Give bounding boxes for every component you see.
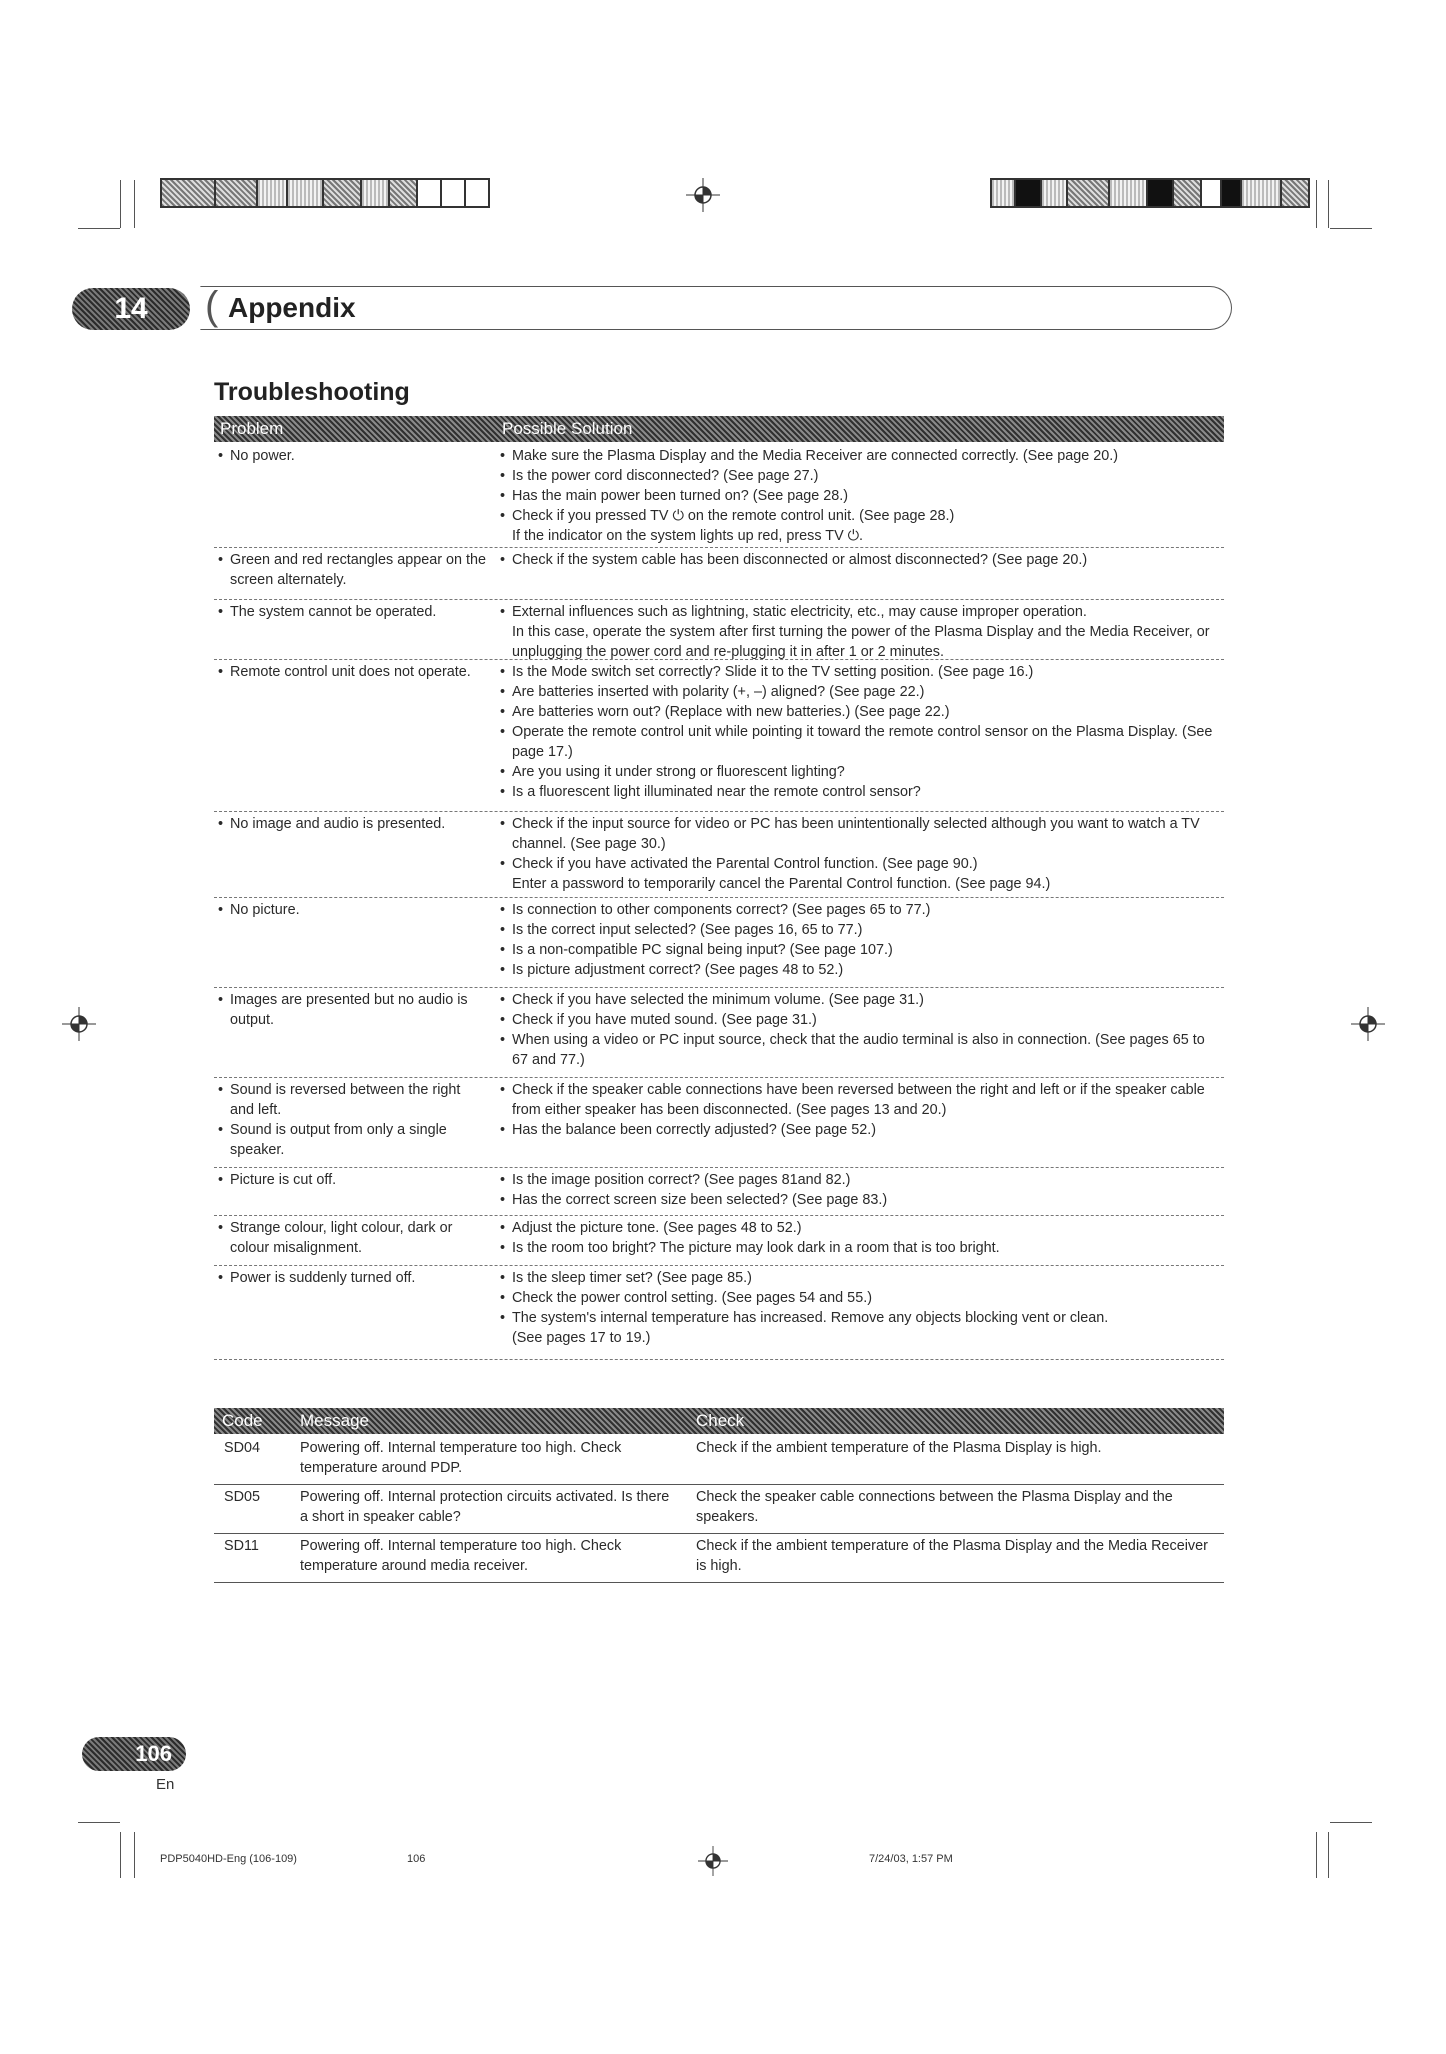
page-language: En: [156, 1776, 175, 1793]
solution-cell: [500, 662, 1220, 802]
solution-cell: [500, 900, 1220, 980]
solution-cell: [500, 1218, 1220, 1258]
solution-text: • Check if you have activated the Parental Control function. (See page 90.): [500, 854, 1220, 874]
solution-text: • Is connection to other components correct? (See pages 65 to 77.): [500, 900, 1220, 920]
solution-text: • When using a video or PC input source, check that the audio terminal is also in connection. (See pages 65 to 67 and 77.): [500, 1030, 1220, 1070]
solution-text: • Operate the remote control unit while pointing it toward the remote control sensor on the Plasma Display. (See page 17.): [500, 722, 1220, 762]
table-row: [214, 547, 1224, 600]
table-row: [214, 1265, 1224, 1360]
solution-text: • Check if you have selected the minimum volume. (See page 31.): [500, 990, 1220, 1010]
solution-text: • Check if the system cable has been disconnected or almost disconnected? (See page 20.): [500, 550, 1220, 570]
registration-mark-icon: [1351, 1007, 1385, 1041]
solution-text: • Is a non-compatible PC signal being input? (See page 107.): [500, 940, 1220, 960]
problem-text: • Picture is cut off.: [218, 1170, 486, 1190]
problem-cell: [218, 1268, 486, 1288]
chapter-title: Appendix: [228, 292, 356, 323]
problem-column-header: Problem: [220, 419, 284, 438]
problem-text: • Green and red rectangles appear on the screen alternately.: [218, 550, 486, 590]
check-cell: Check if the ambient temperature of the Plasma Display and the Media Receiver is high.: [696, 1538, 1208, 1574]
problem-cell: [218, 550, 486, 590]
solution-text: • Has the correct screen size been selected? (See page 83.): [500, 1190, 1220, 1210]
section-title: Troubleshooting: [214, 378, 410, 406]
problem-text: • Sound is output from only a single speaker.: [218, 1120, 486, 1160]
problem-text: • Strange colour, light colour, dark or colour misalignment.: [218, 1218, 486, 1258]
message-cell: Powering off. Internal protection circuits activated. Is there a short in speaker cable?: [300, 1489, 670, 1525]
registration-mark-icon: [698, 1846, 728, 1876]
solution-text: • The system's internal temperature has increased. Remove any objects blocking vent or clean.: [500, 1308, 1220, 1328]
solution-text: • External influences such as lightning, static electricity, etc., may cause improper operation.: [500, 602, 1220, 622]
code-column-header: Code: [222, 1411, 263, 1430]
solution-text: • Is the image position correct? (See pages 81and 82.): [500, 1170, 1220, 1190]
solution-text: • Are batteries worn out? (Replace with new batteries.) (See page 22.): [500, 702, 1220, 722]
table-row: [214, 659, 1224, 812]
color-bar-left: [160, 178, 490, 208]
solution-text: • Check the power control setting. (See pages 54 and 55.): [500, 1288, 1220, 1308]
table-row: [214, 897, 1224, 988]
solution-text: • Check if you have muted sound. (See page 31.): [500, 1010, 1220, 1030]
message-cell: Powering off. Internal temperature too high. Check temperature around PDP.: [300, 1440, 622, 1476]
solution-text: • Are you using it under strong or fluorescent lighting?: [500, 762, 1220, 782]
problem-cell: [218, 900, 486, 920]
solution-continuation: (See pages 17 to 19.): [512, 1330, 651, 1346]
problem-cell: [218, 1080, 486, 1160]
solution-text: • Check if the input source for video or PC has been unintentionally selected although you want to watch a TV channel. (See page 30.): [500, 814, 1220, 854]
solution-continuation: Enter a password to temporarily cancel the Parental Control function. (See page 94.): [512, 876, 1051, 892]
check-cell: Check the speaker cable connections between the Plasma Display and the speakers.: [696, 1489, 1173, 1525]
problem-text: • No image and audio is presented.: [218, 814, 486, 834]
solution-cell: [500, 1170, 1220, 1210]
problem-cell: [218, 446, 486, 466]
solution-cell: [500, 1080, 1220, 1140]
solution-text: • Is the Mode switch set correctly? Slide it to the TV setting position. (See page 16.): [500, 662, 1220, 682]
problem-text: • No picture.: [218, 900, 486, 920]
problem-text: • Remote control unit does not operate.: [218, 662, 486, 682]
problem-cell: [218, 814, 486, 834]
table-row: [214, 1435, 1224, 1485]
check-column-header: Check: [696, 1411, 745, 1430]
code-cell: SD04: [224, 1440, 260, 1456]
solution-text: • Check if you pressed TV ⏻ on the remote control unit. (See page 28.): [500, 506, 1220, 526]
chapter-number-badge: 14: [72, 288, 190, 330]
problem-cell: [218, 990, 486, 1030]
table-row: [214, 1077, 1224, 1168]
table-row: [214, 987, 1224, 1078]
solution-cell: [500, 602, 1220, 662]
table-row: [214, 1167, 1224, 1216]
footer-page-number: 106: [407, 1853, 426, 1865]
registration-mark-icon: [62, 1007, 96, 1041]
check-cell: Check if the ambient temperature of the Plasma Display is high.: [696, 1440, 1102, 1456]
table-row: [214, 1215, 1224, 1266]
solution-text: • Is the room too bright? The picture may look dark in a room that is too bright.: [500, 1238, 1220, 1258]
solution-text: • Is the sleep timer set? (See page 85.): [500, 1268, 1220, 1288]
table-row: [214, 1533, 1224, 1583]
solution-cell: [500, 990, 1220, 1070]
solution-text: • Is picture adjustment correct? (See pages 48 to 52.): [500, 960, 1220, 980]
table-row: [214, 599, 1224, 660]
solution-text: • Has the balance been correctly adjusted? (See page 52.): [500, 1120, 1220, 1140]
solution-cell: [500, 446, 1220, 546]
code-cell: SD11: [224, 1538, 259, 1554]
problem-text: • Sound is reversed between the right and left.: [218, 1080, 486, 1120]
problem-cell: [218, 1170, 486, 1190]
solution-cell: [500, 814, 1220, 894]
registration-mark-icon: [686, 178, 720, 212]
troubleshooting-table-header: [214, 416, 1224, 442]
solution-text: • Has the main power been turned on? (See page 28.): [500, 486, 1220, 506]
solution-cell: [500, 550, 1220, 570]
problem-text: • No power.: [218, 446, 486, 466]
solution-text: • Check if the speaker cable connections have been reversed between the right and left or if the speaker cable from either speaker has been disconnected. (See pages 13 and 20.): [500, 1080, 1220, 1120]
table-row: [214, 1484, 1224, 1534]
error-code-table-header: [214, 1408, 1224, 1434]
solution-continuation: If the indicator on the system lights up red, press TV ⏻.: [512, 528, 864, 544]
chapter-title-bracket: (: [205, 284, 219, 328]
table-row: [214, 443, 1224, 548]
solution-continuation: In this case, operate the system after first turning the power of the Plasma Display and the Media Receiver, or unplugging the power cord and re-plugging it in after 1 or 2 minutes.: [512, 624, 1210, 660]
problem-text: • Power is suddenly turned off.: [218, 1268, 486, 1288]
message-cell: Powering off. Internal temperature too high. Check temperature around media receiver.: [300, 1538, 622, 1574]
footer-timestamp: 7/24/03, 1:57 PM: [869, 1853, 953, 1865]
solution-text: • Is the correct input selected? (See pages 16, 65 to 77.): [500, 920, 1220, 940]
page-number-badge: 106: [82, 1737, 186, 1771]
solution-cell: [500, 1268, 1220, 1348]
problem-cell: [218, 662, 486, 682]
problem-cell: [218, 602, 486, 622]
problem-cell: [218, 1218, 486, 1258]
table-row: [214, 811, 1224, 898]
color-bar-right: [990, 178, 1310, 208]
solution-text: • Are batteries inserted with polarity (+, –) aligned? (See page 22.): [500, 682, 1220, 702]
solution-text: • Adjust the picture tone. (See pages 48 to 52.): [500, 1218, 1220, 1238]
solution-text: • Is the power cord disconnected? (See page 27.): [500, 466, 1220, 486]
footer-file-name: PDP5040HD-Eng (106-109): [160, 1853, 297, 1865]
problem-text: • Images are presented but no audio is output.: [218, 990, 486, 1030]
problem-text: • The system cannot be operated.: [218, 602, 486, 622]
solution-column-header: Possible Solution: [502, 419, 633, 438]
solution-text: • Make sure the Plasma Display and the Media Receiver are connected correctly. (See page 20.): [500, 446, 1220, 466]
solution-text: • Is a fluorescent light illuminated near the remote control sensor?: [500, 782, 1220, 802]
message-column-header: Message: [300, 1411, 369, 1430]
code-cell: SD05: [224, 1489, 260, 1505]
